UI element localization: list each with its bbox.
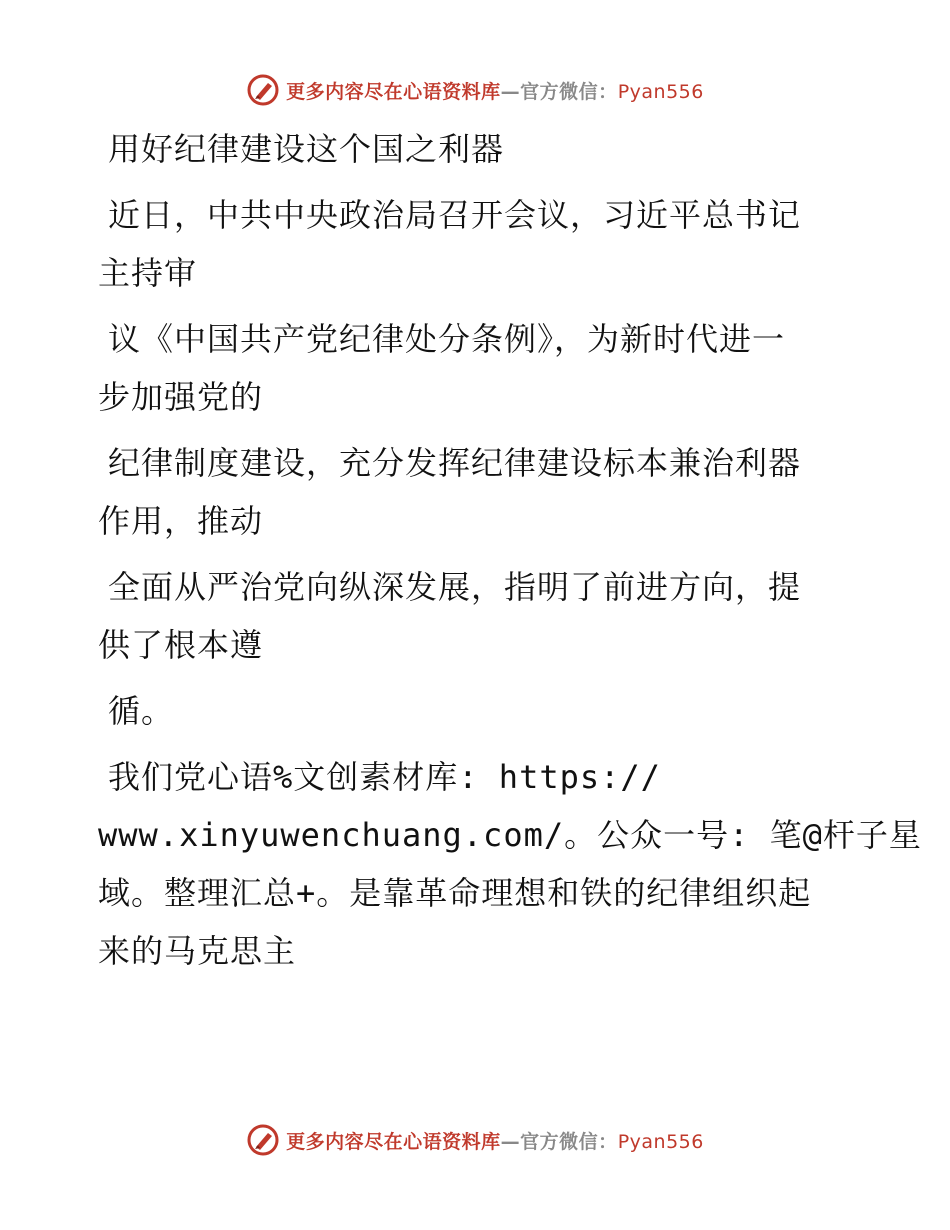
paragraph <box>98 682 858 740</box>
text-line: 域。整理汇总+。是靠革命理想和铁的纪律组织起 <box>98 874 812 912</box>
paragraph <box>98 748 922 980</box>
pen-logo-icon <box>246 1123 280 1157</box>
paragraph <box>98 558 858 674</box>
text-line: 纪律制度建设，充分发挥纪律建设标本兼治利器 <box>108 444 802 482</box>
watermark-text: 更多内容尽在心语资料库—官方微信：Pyan556 <box>286 80 704 103</box>
header-watermark <box>0 70 950 110</box>
text-line: 主持审 <box>98 254 198 292</box>
text-line: 全面从严治党向纵深发展，指明了前进方向，提 <box>108 568 802 606</box>
text-line: 议《中国共产党纪律处分条例》，为新时代进一 <box>108 320 786 358</box>
text-line: 循。 <box>108 692 175 730</box>
paragraph <box>98 434 858 550</box>
text-line: 来的马克思主 <box>98 932 297 970</box>
paragraph <box>98 186 858 302</box>
text-line: 近日，中共中央政治局召开会议，习近平总书记 <box>108 196 802 234</box>
pen-logo-icon <box>246 73 280 107</box>
text-line: 步加强党的 <box>98 378 264 416</box>
text-line: 供了根本遵 <box>98 626 264 664</box>
text-line: 我们党心语%文创素材库: https:// <box>108 758 661 796</box>
watermark-text: 更多内容尽在心语资料库—官方微信：Pyan556 <box>286 1130 704 1153</box>
document-title: 用好纪律建设这个国之利器 <box>108 130 505 168</box>
footer-watermark <box>0 1120 950 1160</box>
text-line: www.xinyuwenchuang.com/。公众一号: 笔@杆子星 <box>98 816 922 854</box>
document-body <box>98 120 922 980</box>
text-line: 作用，推动 <box>98 502 264 540</box>
paragraph <box>98 310 858 426</box>
